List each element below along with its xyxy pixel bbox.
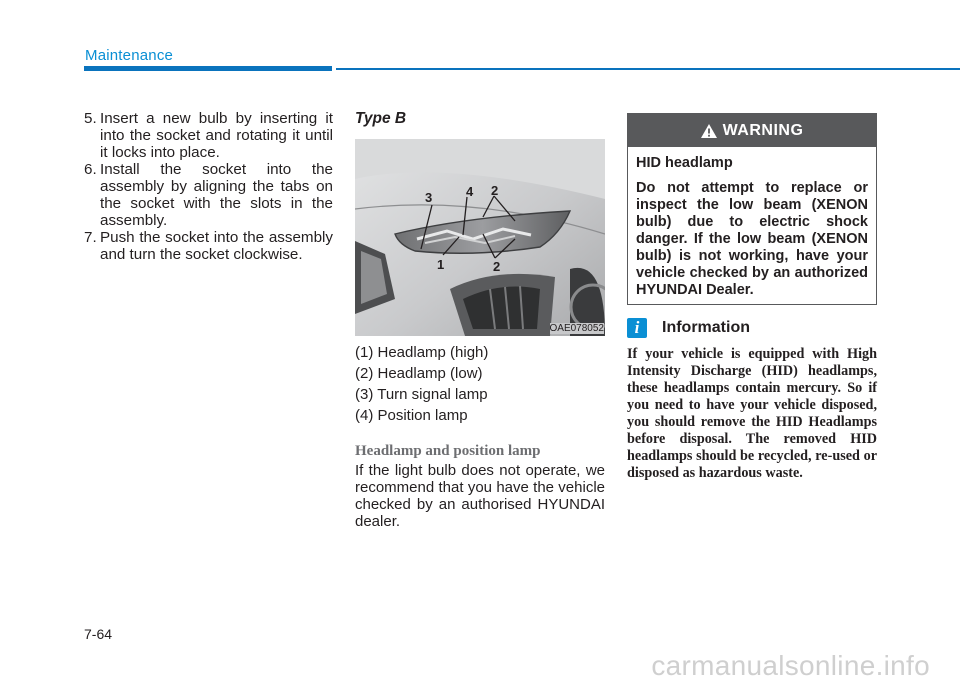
step-text: Push the socket into the assembly and turn the socket clockwise. bbox=[100, 229, 333, 263]
warning-triangle-icon bbox=[701, 124, 717, 138]
callout-3: 3 bbox=[425, 190, 433, 205]
step-number: 7. bbox=[84, 229, 97, 246]
legend-item: (2) Headlamp (low) bbox=[355, 365, 483, 382]
headlamp-drawing bbox=[355, 139, 605, 336]
section-heading: Headlamp and position lamp bbox=[355, 443, 541, 459]
step-number: 6. bbox=[84, 161, 97, 178]
section-title: Maintenance bbox=[85, 47, 174, 64]
warning-title: HID headlamp bbox=[636, 155, 733, 171]
page-number: 7-64 bbox=[84, 626, 113, 642]
step-item bbox=[84, 229, 333, 263]
step-item bbox=[84, 110, 333, 161]
callout-2b: 2 bbox=[493, 259, 501, 274]
warning-text: Do not attempt to replace or inspect the low beam (XENON bulb) due to electric shock danger. If the low beam (XENON bulb) is not working, have your vehicle checked by an authorized HYUNDAI Dealer. bbox=[636, 180, 868, 298]
headlamp-illustration bbox=[355, 139, 605, 336]
step-text: Install the socket into the assembly by aligning the tabs on the socket with the slots in the assembly. bbox=[100, 161, 333, 229]
information-text: If your vehicle is equipped with High Intensity Discharge (HID) headlamps, these headlamps contain mercury. So if you need to have your vehicle disposed, you should remove the HID Headlamps before disposal. The removed HID headlamps should be recycled, re-used or disposed as hazardous waste. bbox=[627, 346, 877, 481]
information-title: Information bbox=[662, 319, 750, 336]
watermark: carmanualsonline.info bbox=[651, 650, 930, 681]
legend-item: (1) Headlamp (high) bbox=[355, 344, 489, 361]
section-text: If the light bulb does not operate, we recommend that you have the vehicle checked by an authorised HYUNDAI dealer. bbox=[355, 462, 605, 530]
figure-heading: Type B bbox=[355, 110, 407, 127]
callout-1: 1 bbox=[437, 257, 445, 272]
steps-column bbox=[84, 110, 333, 263]
header-rule-thick bbox=[84, 66, 332, 71]
figure-code: OAE078052 bbox=[549, 323, 604, 334]
warning-box bbox=[627, 113, 877, 305]
information-header bbox=[627, 318, 750, 338]
info-icon: i bbox=[627, 318, 647, 338]
callout-4: 4 bbox=[466, 184, 474, 199]
callout-2: 2 bbox=[491, 183, 499, 198]
legend-item: (4) Position lamp bbox=[355, 407, 468, 424]
warning-body bbox=[628, 147, 876, 299]
legend-item: (3) Turn signal lamp bbox=[355, 386, 488, 403]
warning-label: WARNING bbox=[722, 121, 804, 139]
warning-header bbox=[628, 114, 876, 147]
step-number: 5. bbox=[84, 110, 97, 127]
step-text: Insert a new bulb by inserting it into the socket and rotating it until it locks into place. bbox=[100, 110, 333, 161]
figure-legend bbox=[355, 342, 488, 426]
header-rule-thin bbox=[336, 68, 960, 70]
step-item bbox=[84, 161, 333, 229]
